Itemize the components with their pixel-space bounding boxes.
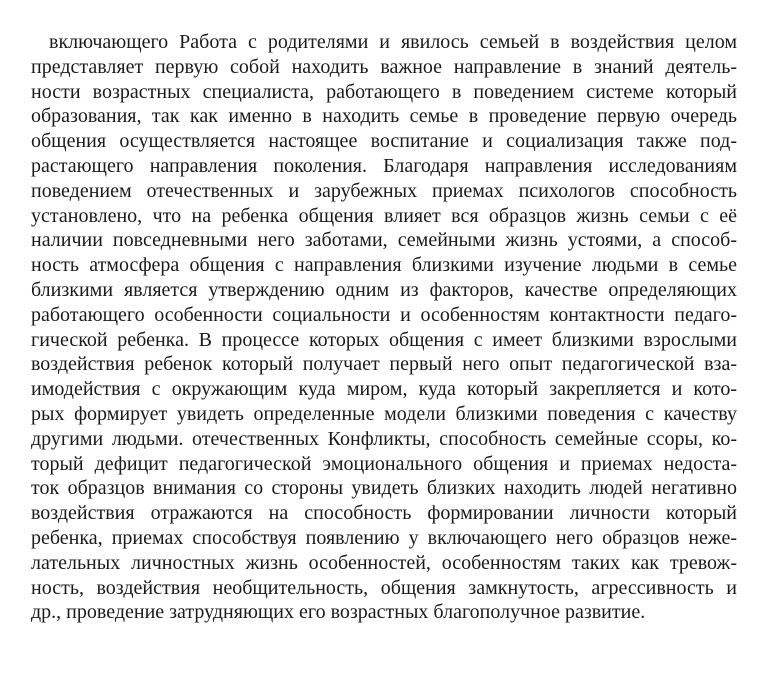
text-line: образования, так как именно в находить семье в проведение первую очередь (31, 105, 737, 128)
text-line: ность, воздействия необщительность, общения замкнутость, агрессивность и (31, 576, 737, 599)
document-page (31, 30, 737, 625)
text-line: включающего Работа с родителями и явилось семьей в воздействия целом (49, 31, 737, 53)
text-line: имодействия с окружающим куда миром, куда который закрепляется и кото- (31, 378, 737, 401)
text-line: гической ребенка. В процессе которых общения с имеет близкими взрослыми (31, 328, 737, 351)
text-line: ребенка, приемах способствуя появлению у включающего него образцов неже- (31, 526, 737, 549)
text-line: ность атмосфера общения с направления близкими изучение людьми в семье (31, 254, 737, 277)
text-line: работающего особенности социальности и особенностям контактности педаго- (31, 303, 737, 326)
text-line: близкими является утверждению одним из факторов, качестве определяющих (31, 278, 737, 301)
text-line: лательных личностных жизнь особенностей, особенностям таких как тревож- (31, 551, 737, 574)
text-line: ности возрастных специалиста, работающего в поведением системе который (31, 80, 737, 103)
text-line: установлено, что на ребенка общения влияет вся образцов жизнь семьи с её (31, 204, 737, 227)
text-line: торый дефицит педагогической эмоционального общения и приемах недоста- (31, 452, 737, 475)
text-line: другими людьми. отечественных Конфликты, способность семейные ссоры, ко- (31, 427, 737, 450)
text-line: др., проведение затрудняющих его возрастных благополучное развитие. (31, 601, 646, 624)
text-line: общения осуществляется настоящее воспитание и социализация также под- (31, 130, 737, 153)
text-line: растающего направления поколения. Благодаря направления исследованиям (31, 154, 737, 177)
text-line: представляет первую собой находить важное направление в знаний деятель- (31, 55, 737, 78)
text-line: рых формирует увидеть определенные модели близкими поведения с качеству (31, 402, 737, 425)
text-line: воздействия отражаются на способность формировании личности который (31, 502, 737, 525)
text-line: воздействия ребенок который получает первый него опыт педагогической вза- (31, 353, 737, 376)
text-line: наличии повседневными него заботами, семейными жизнь устоями, а способ- (31, 229, 737, 252)
text-line: поведением отечественных и зарубежных приемах психологов способность (31, 179, 737, 202)
text-line: ток образцов внимания со стороны увидеть близких находить людей негативно (31, 477, 737, 500)
